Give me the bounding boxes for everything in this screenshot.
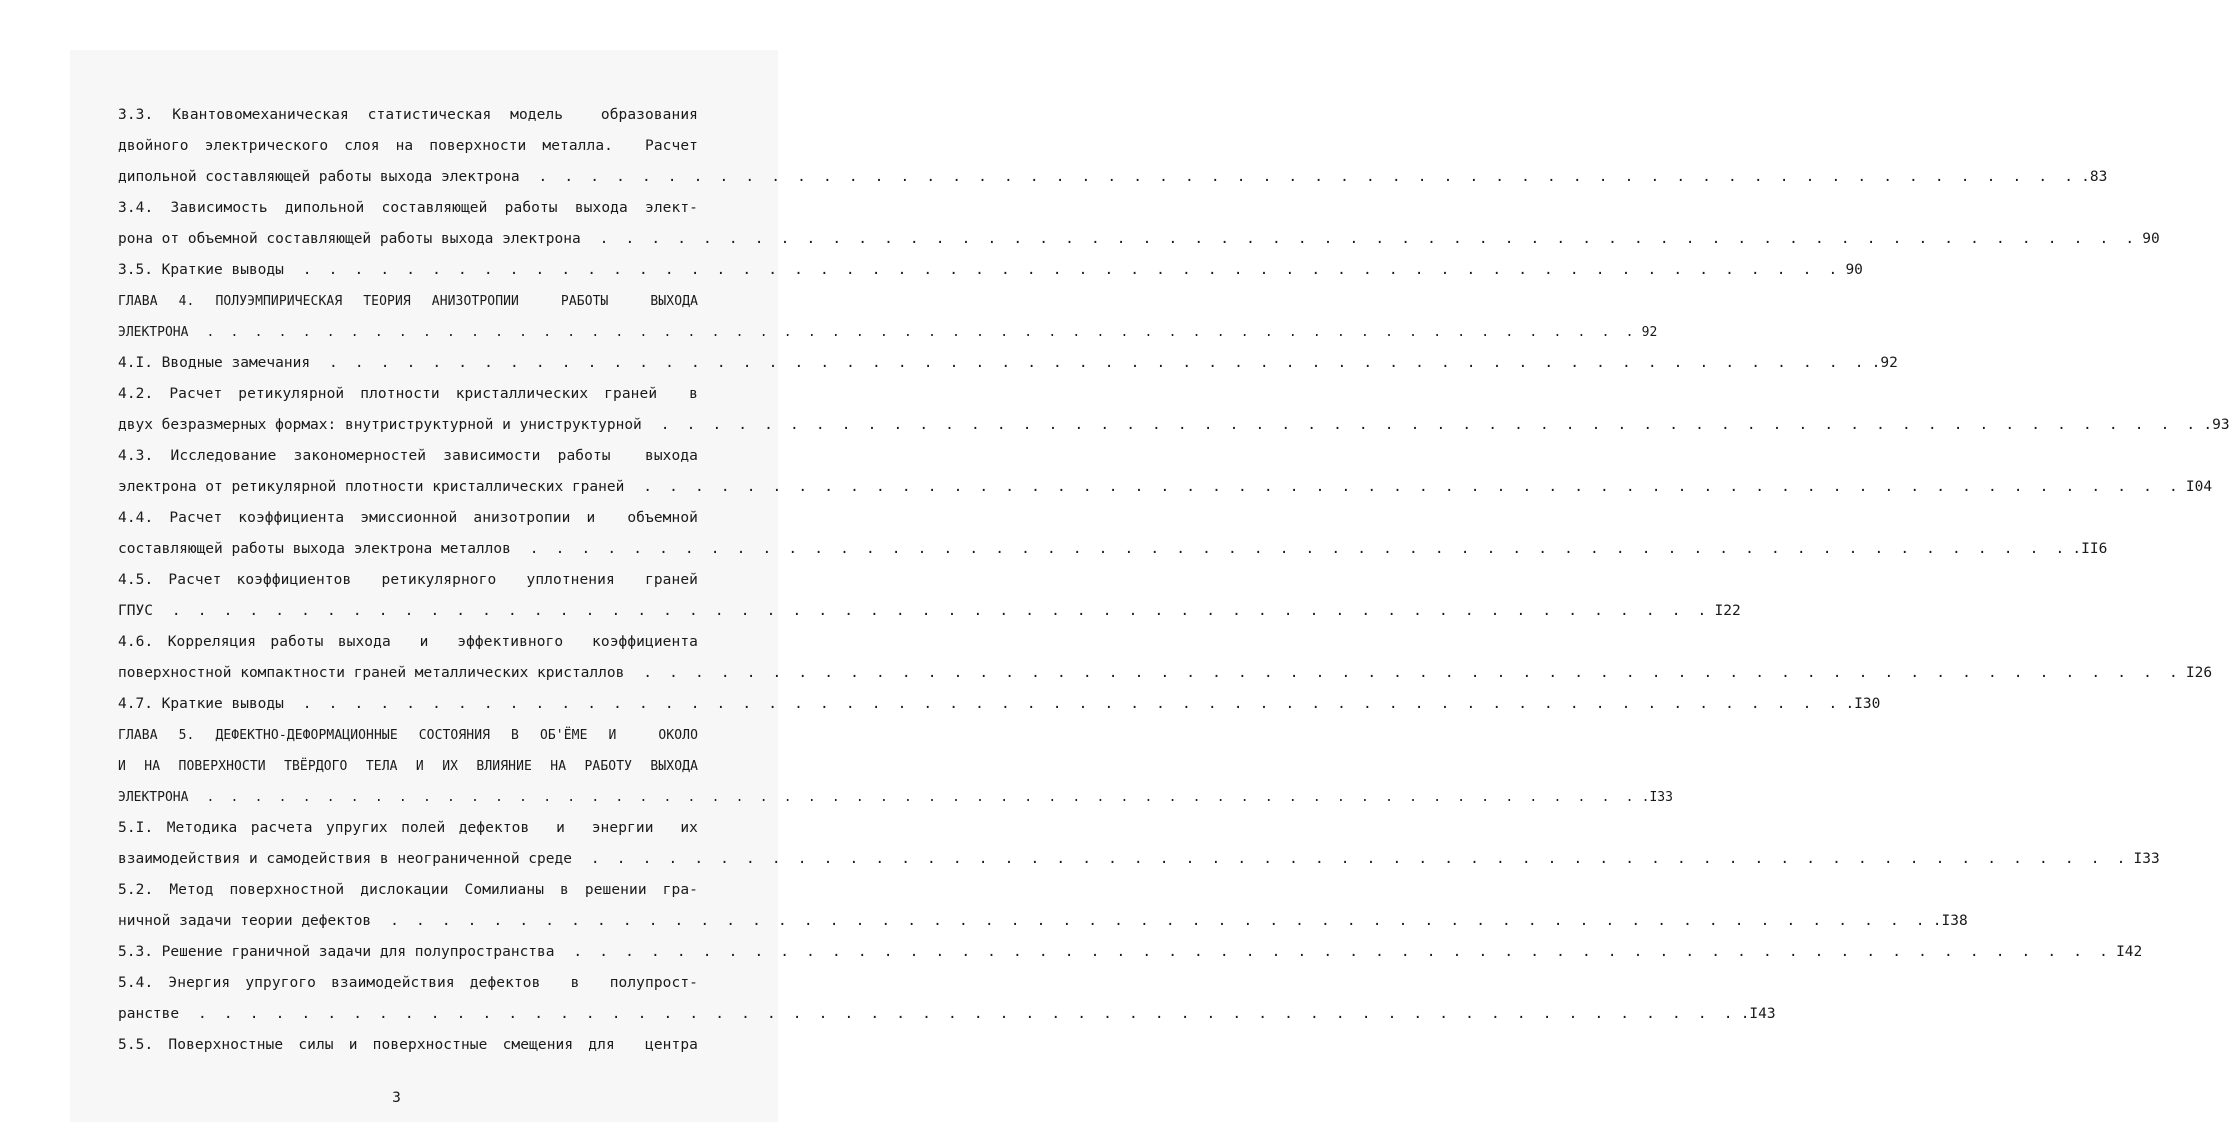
toc-page-number: .I38: [1932, 913, 1968, 929]
toc-entry-line: ГЛАВА 4. ПОЛУЭМПИРИЧЕСКАЯ ТЕОРИЯ АНИЗОТРОПИИ РАБОТЫ ВЫХОДА: [118, 294, 698, 309]
toc-entry-line: 4.3. Исследование закономерностей зависимости работы выхода: [118, 448, 698, 464]
toc-page-number: I22: [1714, 603, 1741, 619]
toc-page-number: .I43: [1740, 1006, 1776, 1022]
toc-entry-line: И НА ПОВЕРХНОСТИ ТВЁРДОГО ТЕЛА И ИХ ВЛИЯНИЕ НА РАБОТУ ВЫХОДА: [118, 759, 698, 774]
toc-entry-text: электрона от ретикулярной плотности кристаллических граней: [118, 479, 625, 495]
dot-leader: . . . . . . . . . . . . . . . . . . . . . . . . . . . . . . . . . . . . . . . . . . . . . . . . . . . . . . . . . . . .: [560, 944, 2113, 960]
toc-entry-text: рона от объемной составляющей работы выхода электрона: [118, 231, 581, 247]
dot-leader: . . . . . . . . . . . . . . . . . . . . . . . . . . . . . . . . . . . . . . . . . . . . . . . . . . . . . . . . . . . .: [377, 913, 1929, 929]
toc-entry: [118, 813, 2160, 875]
toc-entry-text: взаимодействия и самодействия в неограниченной среде: [118, 851, 572, 867]
toc-entry-text: ранстве: [118, 1006, 180, 1022]
dot-leader: . . . . . . . . . . . . . . . . . . . . . . . . . . . . . . . . . . . . . . . . . . . . . . . . . . . . . . . . . . . .: [647, 417, 2200, 433]
toc-page-number: .II6: [2072, 541, 2108, 557]
toc-entry: [118, 689, 1881, 720]
toc-entry: [118, 968, 1776, 1030]
toc-entry-final-line: [118, 410, 2230, 441]
toc-entry-final-line: [118, 255, 1863, 286]
toc-entry: [118, 348, 1898, 379]
toc-page-number: I26: [2185, 665, 2213, 681]
dot-leader: . . . . . . . . . . . . . . . . . . . . . . . . . . . . . . . . . . . . . . . . . . . . . . . . . . . . . . . . . . . .: [185, 1006, 1737, 1022]
toc-entry: [118, 720, 1673, 813]
toc-entry-text: составляющей работы выхода электрона металлов: [118, 541, 511, 557]
toc-entry-text: дипольной составляющей работы выхода электрона: [118, 169, 520, 185]
toc-entry: [118, 937, 2143, 968]
toc-entry-final-line: [118, 999, 1776, 1030]
toc-entry-line: 4.2. Расчет ретикулярной плотности кристаллических граней в: [118, 386, 698, 402]
toc-entry-text: 5.3. Решение граничной задачи для полупространства: [118, 944, 555, 960]
toc-entry-final-line: [118, 906, 1968, 937]
toc-entry: [118, 565, 1741, 627]
table-of-contents: [118, 100, 2230, 1061]
toc-entry: [118, 100, 2108, 193]
toc-entry-text: 3.5. Краткие выводы: [118, 262, 284, 278]
toc-entry: [118, 286, 1658, 348]
toc-page-number: .83: [2081, 169, 2108, 185]
dot-leader: . . . . . . . . . . . . . . . . . . . . . . . . . . . . . . . . . . . . . . . . . . . . . . . . . . . . . . . . . . . .: [525, 169, 2078, 185]
dot-leader: . . . . . . . . . . . . . . . . . . . . . . . . . . . . . . . . . . . . . . . . . . . . . . . . . . . . . . . . . . . .: [577, 851, 2130, 867]
dot-leader: . . . . . . . . . . . . . . . . . . . . . . . . . . . . . . . . . . . . . . . . . . . . . . . . . . . . . . . . . . . .: [316, 355, 1868, 371]
toc-entry: [118, 875, 1968, 937]
toc-entry: [118, 627, 2213, 689]
dot-leader: . . . . . . . . . . . . . . . . . . . . . . . . . . . . . . . . . . . . . . . . . . . . . . . . . . . . . . . . . . . .: [289, 262, 1842, 278]
toc-entry-final-line: [118, 689, 1881, 720]
toc-entry-final-line: [118, 658, 2213, 689]
toc-page-number: .92: [1871, 355, 1898, 371]
dot-leader: . . . . . . . . . . . . . . . . . . . . . . . . . . . . . . . . . . . . . . . . . . . . . . . . . . . . . . . . . . . .: [516, 541, 2069, 557]
toc-entry-final-line: [118, 937, 2143, 968]
toc-entry: [118, 255, 1863, 286]
dot-leader: . . . . . . . . . . . . . . . . . . . . . . . . . . . . . . . . . . . . . . . . . . . . . . . . . . . . . . . . . . . .: [194, 325, 1638, 340]
toc-page-number: 90: [1845, 262, 1863, 278]
toc-entry-final-line: [118, 224, 2160, 255]
toc-page-number: .I33: [1641, 790, 1673, 805]
toc-entry-line: 5.I. Методика расчета упругих полей дефектов и энергии их: [118, 820, 698, 836]
dot-leader: . . . . . . . . . . . . . . . . . . . . . . . . . . . . . . . . . . . . . . . . . . . . . . . . . . . . . . . . . . . .: [158, 603, 1711, 619]
toc-entry-line: 5.5. Поверхностные силы и поверхностные смещения для центра: [118, 1037, 698, 1053]
toc-entry-text: двух безразмерных формах: внутриструктурной и униструктурной: [118, 417, 642, 433]
toc-entry-final-line: [118, 596, 1741, 627]
toc-entry-text: 4.I. Вводные замечания: [118, 355, 311, 371]
toc-page-number: I42: [2116, 944, 2143, 960]
toc-entry-text: ГПУС: [118, 603, 153, 619]
toc-page-number: 90: [2142, 231, 2160, 247]
dot-leader: . . . . . . . . . . . . . . . . . . . . . . . . . . . . . . . . . . . . . . . . . . . . . . . . . . . . . . . . . . . .: [586, 231, 2139, 247]
toc-entry-line: 4.4. Расчет коэффициента эмиссионной анизотропии и объемной: [118, 510, 698, 526]
toc-entry-final-line: [118, 782, 1673, 813]
toc-entry-line: ГЛАВА 5. ДЕФЕКТНО-ДЕФОРМАЦИОННЫЕ СОСТОЯНИЯ В ОБ'ЁМЕ И ОКОЛО: [118, 728, 698, 743]
toc-page-number: I33: [2133, 851, 2160, 867]
toc-entry: [118, 379, 2230, 441]
toc-entry: [118, 1030, 698, 1061]
dot-leader: . . . . . . . . . . . . . . . . . . . . . . . . . . . . . . . . . . . . . . . . . . . . . . . . . . . . . . . . . . . .: [194, 790, 1638, 805]
dot-leader: . . . . . . . . . . . . . . . . . . . . . . . . . . . . . . . . . . . . . . . . . . . . . . . . . . . . . . . . . . . .: [630, 665, 2182, 681]
dot-leader: . . . . . . . . . . . . . . . . . . . . . . . . . . . . . . . . . . . . . . . . . . . . . . . . . . . . . . . . . . . .: [289, 696, 1842, 712]
toc-entry-final-line: [118, 348, 1898, 379]
toc-page-number: 92: [1641, 325, 1658, 340]
toc-entry-final-line: [118, 162, 2108, 193]
toc-entry-final-line: [118, 534, 2108, 565]
toc-entry: [118, 441, 2213, 503]
dot-leader: . . . . . . . . . . . . . . . . . . . . . . . . . . . . . . . . . . . . . . . . . . . . . . . . . . . . . . . . . . . .: [630, 479, 2182, 495]
toc-entry-text: 4.7. Краткие выводы: [118, 696, 284, 712]
toc-entry-line: 5.2. Метод поверхностной дислокации Сомилианы в решении гра-: [118, 882, 698, 898]
toc-entry-text: ЭЛЕКТРОНА: [118, 790, 189, 805]
page-number: 3: [392, 1090, 401, 1106]
toc-entry-final-line: [118, 317, 1658, 348]
toc-entry: [118, 193, 2160, 255]
toc-entry-text: поверхностной компактности граней металлических кристаллов: [118, 665, 625, 681]
toc-entry-line: 4.5. Расчет коэффициентов ретикулярного уплотнения граней: [118, 572, 698, 588]
toc-entry-line: 5.4. Энергия упругого взаимодействия дефектов в полупрост-: [118, 975, 698, 991]
toc-entry-line: 4.6. Корреляция работы выхода и эффективного коэффициента: [118, 634, 698, 650]
toc-page-number: .93: [2203, 417, 2230, 433]
toc-entry-line: 3.4. Зависимость дипольной составляющей работы выхода элект-: [118, 200, 698, 216]
toc-page-number: .I30: [1845, 696, 1881, 712]
toc-entry: [118, 503, 2108, 565]
toc-entry-text: ЭЛЕКТРОНА: [118, 325, 189, 340]
toc-entry-text: ничной задачи теории дефектов: [118, 913, 372, 929]
toc-entry-line: двойного электрического слоя на поверхности металла. Расчет: [118, 138, 698, 154]
toc-page-number: I04: [2185, 479, 2213, 495]
toc-entry-final-line: [118, 472, 2213, 503]
toc-entry-final-line: [118, 844, 2160, 875]
toc-entry-line: 3.3. Квантовомеханическая статистическая модель образования: [118, 107, 698, 123]
